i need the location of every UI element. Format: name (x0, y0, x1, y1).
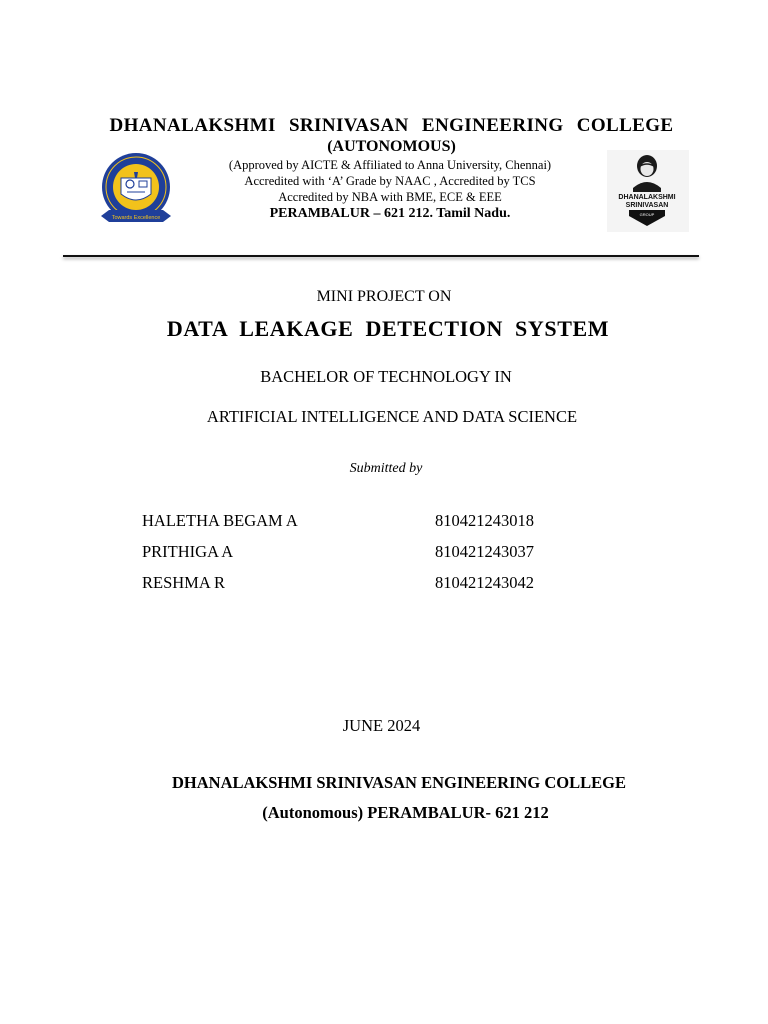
group-logo-text-3: GROUP (639, 212, 655, 217)
footer-college-name: DHANALAKSHMI SRINIVASAN ENGINEERING COLLEGE (172, 773, 626, 792)
approval-line: (Approved by AICTE & Affiliated to Anna University, Chennai) (228, 158, 552, 172)
college-address: PERAMBALUR – 621 212. Tamil Nadu. (269, 206, 511, 221)
project-title: DATA LEAKAGE DETECTION SYSTEM (166, 316, 610, 341)
submitted-by-label: Submitted by (349, 461, 423, 476)
project-intro: MINI PROJECT ON (316, 288, 452, 305)
accreditation-line-2: Accredited by NBA with BME, ECE & EEE (278, 190, 502, 204)
branch-label: ARTIFICIAL INTELLIGENCE AND DATA SCIENCE (206, 407, 578, 426)
student-name: HALETHA BEGAM A (142, 511, 298, 530)
degree-label: BACHELOR OF TECHNOLOGY IN (260, 367, 512, 386)
autonomous-label: (AUTONOMOUS) (327, 138, 456, 155)
group-logo-text-2: SRINIVASAN (625, 202, 669, 209)
accreditation-line-1: Accredited with ‘A’ Grade by NAAC , Accredited by TCS (244, 174, 536, 188)
header-divider (63, 255, 699, 257)
group-emblem-logo (607, 150, 689, 232)
student-reg-no: 810421243037 (435, 542, 534, 561)
footer-college-address: (Autonomous) PERAMBALUR- 621 212 (262, 803, 549, 822)
group-logo-text-1: DHANALAKSHMI (618, 194, 676, 201)
student-reg-no: 810421243042 (435, 573, 534, 592)
student-name: RESHMA R (142, 573, 225, 592)
submission-date: JUNE 2024 (342, 716, 421, 735)
seal-motto: Towards Excellence (111, 215, 161, 221)
approval-block (170, 157, 610, 205)
college-name: DHANALAKSHMI SRINIVASAN ENGINEERING COLLEGE (109, 115, 674, 136)
college-seal-logo (97, 150, 177, 230)
student-name: PRITHIGA A (142, 542, 234, 561)
student-reg-no: 810421243018 (435, 511, 534, 530)
